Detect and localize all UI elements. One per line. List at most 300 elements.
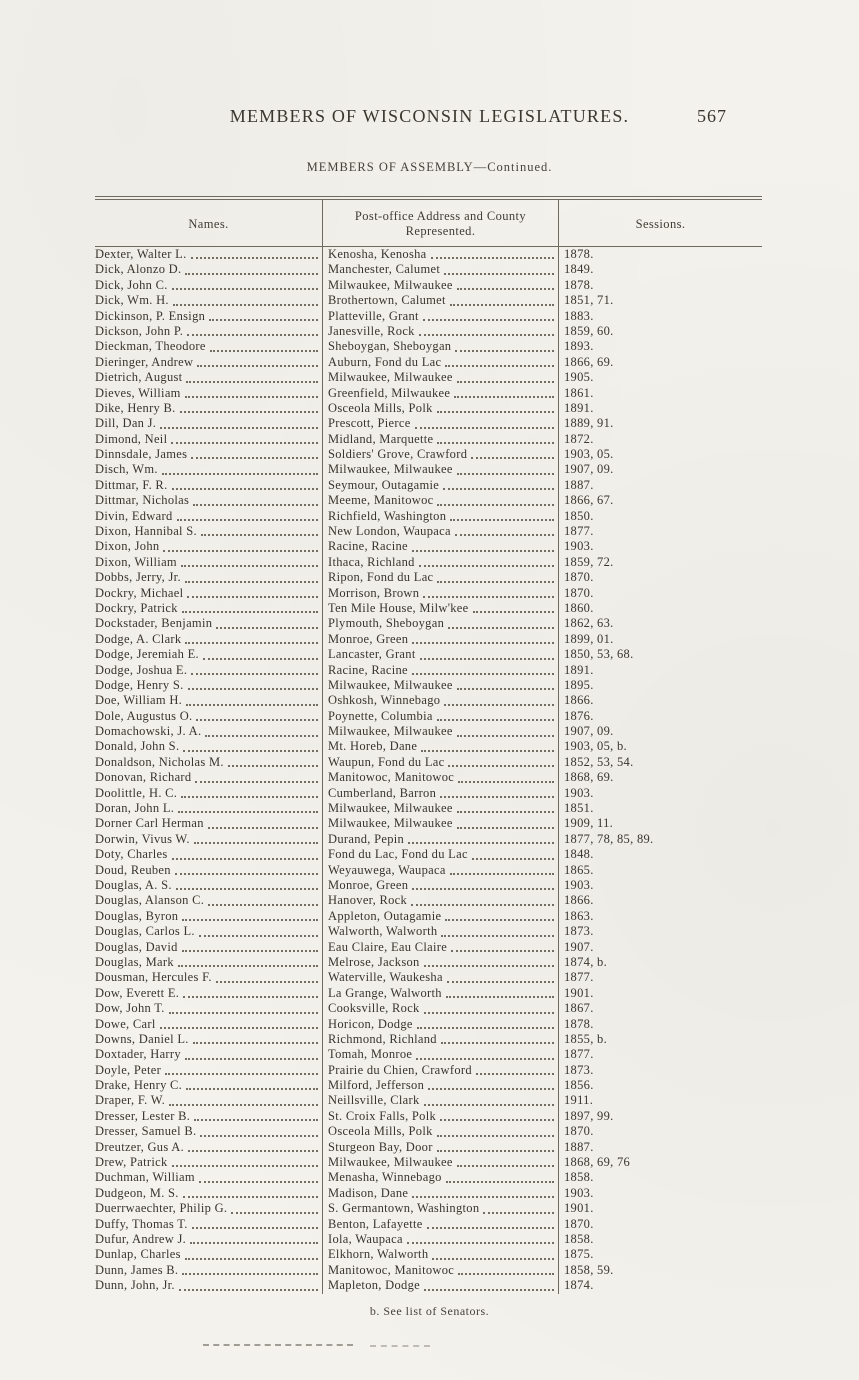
member-name: Dick, Alonzo D.	[95, 262, 182, 277]
table-row	[95, 1140, 762, 1155]
member-address: Milwaukee, Milwaukee	[328, 816, 453, 831]
member-sessions: 1872.	[564, 431, 594, 446]
table-row	[95, 909, 762, 924]
dot-leader	[162, 473, 318, 475]
dot-leader	[194, 842, 318, 844]
dot-leader	[457, 473, 554, 475]
member-name: Dow, John T.	[95, 1001, 165, 1016]
table-row	[95, 478, 762, 493]
dot-leader	[448, 627, 554, 629]
member-address-cell	[323, 478, 559, 493]
table-row	[95, 724, 762, 739]
table-row	[95, 1032, 762, 1047]
member-sessions-cell	[559, 601, 762, 616]
table-row	[95, 247, 762, 262]
table-row	[95, 1063, 762, 1078]
dot-leader	[457, 381, 554, 383]
member-address: Madison, Dane	[328, 1185, 409, 1200]
dot-leader	[186, 381, 318, 383]
member-sessions-cell	[559, 278, 762, 293]
member-sessions: 1905.	[564, 370, 594, 385]
member-name: Dodge, Joshua E.	[95, 662, 188, 677]
table-row	[95, 1155, 762, 1170]
table-row	[95, 1201, 762, 1216]
dot-leader	[408, 842, 554, 844]
member-name-cell	[95, 924, 323, 939]
section-subtitle: MEMBERS OF ASSEMBLY—Continued.	[306, 160, 553, 174]
member-sessions-cell	[559, 1109, 762, 1124]
member-name-cell	[95, 370, 323, 385]
member-address: Seymour, Outagamie	[328, 477, 440, 492]
member-address-cell	[323, 786, 559, 801]
member-sessions-cell	[559, 863, 762, 878]
dot-leader	[419, 334, 554, 336]
scan-artifact-line	[203, 1344, 353, 1346]
dot-leader	[473, 611, 555, 613]
dot-leader	[192, 1227, 318, 1229]
member-address-cell	[323, 432, 559, 447]
member-sessions: 1877, 78, 85, 89.	[564, 831, 654, 846]
member-sessions: 1907.	[564, 939, 594, 954]
member-sessions: 1861.	[564, 385, 594, 400]
dot-leader	[186, 1088, 318, 1090]
member-address-cell	[323, 339, 559, 354]
member-sessions-cell	[559, 770, 762, 785]
member-address-cell	[323, 1263, 559, 1278]
member-sessions-cell	[559, 632, 762, 647]
member-sessions: 1903.	[564, 1185, 594, 1200]
table-row	[95, 1217, 762, 1232]
member-name-cell	[95, 432, 323, 447]
member-sessions-cell	[559, 1001, 762, 1016]
member-name: Dunlap, Charles	[95, 1247, 181, 1262]
table-row	[95, 555, 762, 570]
dot-leader	[411, 904, 554, 906]
member-name-cell	[95, 586, 323, 601]
member-sessions-cell	[559, 462, 762, 477]
table-row	[95, 755, 762, 770]
dot-leader	[412, 888, 554, 890]
dot-leader	[457, 288, 554, 290]
dot-leader	[437, 504, 554, 506]
dot-leader	[440, 1119, 554, 1121]
member-name-cell	[95, 493, 323, 508]
table-row	[95, 616, 762, 631]
member-address-cell	[323, 601, 559, 616]
member-name-cell	[95, 416, 323, 431]
dot-leader	[450, 519, 554, 521]
dot-leader	[160, 1027, 318, 1029]
member-address-cell	[323, 493, 559, 508]
dot-leader	[423, 319, 554, 321]
dot-leader	[205, 735, 318, 737]
member-address-cell	[323, 1001, 559, 1016]
member-sessions-cell	[559, 1232, 762, 1247]
member-sessions: 1901.	[564, 1201, 594, 1216]
member-address: Soldiers' Grove, Crawford	[328, 447, 468, 462]
member-sessions: 1909, 11.	[564, 816, 614, 831]
member-name-cell	[95, 786, 323, 801]
table-row	[95, 493, 762, 508]
member-name-cell	[95, 1001, 323, 1016]
table-row	[95, 447, 762, 462]
member-address-cell	[323, 678, 559, 693]
member-name: Dick, John C.	[95, 277, 168, 292]
member-sessions-cell	[559, 1263, 762, 1278]
member-address: Weyauwega, Waupaca	[328, 862, 446, 877]
dot-leader	[182, 611, 318, 613]
member-sessions: 1848.	[564, 847, 594, 862]
member-sessions-cell	[559, 1093, 762, 1108]
dot-leader	[432, 1258, 554, 1260]
member-address: Midland, Marquette	[328, 431, 434, 446]
member-name: Dole, Augustus O.	[95, 708, 193, 723]
member-address-cell	[323, 1063, 559, 1078]
table-row	[95, 339, 762, 354]
dot-leader	[231, 1212, 318, 1214]
dot-leader	[448, 765, 554, 767]
member-sessions: 1887.	[564, 1139, 594, 1154]
member-sessions: 1901.	[564, 985, 594, 1000]
member-sessions: 1852, 53, 54.	[564, 754, 634, 769]
member-address-cell	[323, 709, 559, 724]
member-sessions: 1903, 05.	[564, 447, 614, 462]
member-address: Appleton, Outagamie	[328, 908, 442, 923]
member-sessions-cell	[559, 955, 762, 970]
member-address-cell	[323, 1278, 559, 1293]
member-address: New London, Waupaca	[328, 524, 451, 539]
member-address-cell	[323, 1032, 559, 1047]
table-row	[95, 786, 762, 801]
member-name-cell	[95, 355, 323, 370]
dot-leader	[191, 457, 318, 459]
member-sessions-cell	[559, 416, 762, 431]
member-name-cell	[95, 539, 323, 554]
member-name-cell	[95, 247, 323, 262]
table-row	[95, 386, 762, 401]
member-sessions-cell	[559, 724, 762, 739]
member-address: Milwaukee, Milwaukee	[328, 462, 453, 477]
member-name: Douglas, David	[95, 939, 178, 954]
member-address-cell	[323, 262, 559, 277]
member-sessions-cell	[559, 1047, 762, 1062]
member-sessions: 1862, 63.	[564, 616, 614, 631]
member-address: Richfield, Washington	[328, 508, 447, 523]
member-address: Benton, Lafayette	[328, 1216, 423, 1231]
member-address: Oshkosh, Winnebago	[328, 693, 441, 708]
dot-leader	[428, 1088, 554, 1090]
member-name: Douglas, A. S.	[95, 878, 172, 892]
member-address: S. Germantown, Washington	[328, 1201, 480, 1216]
member-address: Plymouth, Sheboygan	[328, 616, 445, 631]
member-sessions: 1907, 09.	[564, 462, 614, 477]
member-sessions-cell	[559, 816, 762, 831]
member-address-cell	[323, 401, 559, 416]
dot-leader	[193, 1042, 318, 1044]
member-address: Sturgeon Bay, Door	[328, 1139, 433, 1154]
member-address: Monroe, Green	[328, 631, 409, 646]
member-address-cell	[323, 616, 559, 631]
dot-leader	[210, 350, 318, 352]
member-name: Douglas, Carlos L.	[95, 924, 195, 939]
dot-leader	[195, 781, 318, 783]
dot-leader	[182, 950, 318, 952]
member-name: Dudgeon, M. S.	[95, 1185, 179, 1200]
member-sessions-cell	[559, 570, 762, 585]
member-name-cell	[95, 555, 323, 570]
dot-leader	[457, 688, 554, 690]
member-name-cell	[95, 524, 323, 539]
table-header-row	[95, 200, 762, 247]
member-address: Manitowoc, Manitowoc	[328, 1262, 455, 1277]
member-address-cell	[323, 863, 559, 878]
member-sessions: 1850, 53, 68.	[564, 647, 634, 662]
member-address: Racine, Racine	[328, 662, 408, 677]
member-address-cell	[323, 1093, 559, 1108]
footnote: b. See list of Senators.	[369, 1303, 490, 1318]
member-name: Dimond, Neil	[95, 431, 168, 446]
member-name: Dufur, Andrew J.	[95, 1232, 187, 1246]
member-address-cell	[323, 909, 559, 924]
member-name-cell	[95, 724, 323, 739]
table-row	[95, 878, 762, 893]
member-sessions: 1858, 59.	[564, 1262, 614, 1277]
dot-leader	[424, 965, 554, 967]
member-address: Melrose, Jackson	[328, 954, 420, 969]
dot-leader	[471, 457, 554, 459]
member-sessions-cell	[559, 262, 762, 277]
member-address: Waterville, Waukesha	[328, 970, 443, 985]
member-sessions-cell	[559, 878, 762, 893]
dot-leader	[183, 1196, 318, 1198]
member-sessions-cell	[559, 647, 762, 662]
table-row	[95, 524, 762, 539]
member-name-cell	[95, 801, 323, 816]
dot-leader	[455, 534, 554, 536]
member-sessions-cell	[559, 1140, 762, 1155]
member-address-cell	[323, 878, 559, 893]
member-sessions: 1856.	[564, 1078, 594, 1093]
dot-leader	[185, 581, 318, 583]
member-name: Domachowski, J. A.	[95, 724, 202, 739]
dot-leader	[216, 627, 318, 629]
dot-leader	[185, 1258, 318, 1260]
member-name: Dunn, John, Jr.	[95, 1278, 175, 1293]
dot-leader	[197, 365, 318, 367]
dot-leader	[412, 673, 554, 675]
member-name: Divin, Edward	[95, 508, 173, 523]
member-name: Dick, Wm. H.	[95, 293, 169, 308]
member-sessions-cell	[559, 1078, 762, 1093]
table-row	[95, 401, 762, 416]
member-sessions: 1870.	[564, 1216, 594, 1231]
table-row	[95, 1017, 762, 1032]
member-address: Ithaca, Richland	[328, 554, 415, 569]
member-address: St. Croix Falls, Polk	[328, 1108, 437, 1123]
table-row	[95, 1278, 762, 1293]
member-sessions: 1858.	[564, 1232, 594, 1246]
dot-leader	[412, 642, 554, 644]
member-name-cell	[95, 1155, 323, 1170]
member-address-cell	[323, 1124, 559, 1139]
member-address-cell	[323, 586, 559, 601]
member-address-cell	[323, 309, 559, 324]
member-name-cell	[95, 509, 323, 524]
member-address: Milwaukee, Milwaukee	[328, 370, 453, 385]
table-row	[95, 262, 762, 277]
member-sessions: 1889, 91.	[564, 416, 614, 431]
dot-leader	[188, 688, 318, 690]
member-name: Dinnsdale, James	[95, 447, 188, 462]
dot-leader	[181, 565, 318, 567]
member-sessions: 1866, 67.	[564, 493, 614, 508]
member-sessions-cell	[559, 1124, 762, 1139]
member-sessions-cell	[559, 355, 762, 370]
dot-leader	[424, 1104, 555, 1106]
member-name: Draper, F. W.	[95, 1093, 166, 1108]
table-row	[95, 632, 762, 647]
member-sessions: 1870.	[564, 585, 594, 600]
member-address-cell	[323, 1017, 559, 1032]
member-name: Doyle, Peter	[95, 1062, 162, 1077]
table-row	[95, 647, 762, 662]
member-name: Dittmar, F. R.	[95, 477, 168, 492]
member-name-cell	[95, 324, 323, 339]
member-address-cell	[323, 1201, 559, 1216]
dot-leader	[179, 1289, 318, 1291]
member-address-cell	[323, 1247, 559, 1262]
table-row	[95, 1078, 762, 1093]
table-row	[95, 1124, 762, 1139]
scan-artifact-line	[370, 1345, 430, 1347]
member-sessions-cell	[559, 801, 762, 816]
dot-leader	[203, 658, 318, 660]
member-sessions-cell	[559, 1063, 762, 1078]
member-name-cell	[95, 632, 323, 647]
member-sessions: 1863.	[564, 908, 594, 923]
table-row	[95, 293, 762, 308]
member-address: Tomah, Monroe	[328, 1047, 413, 1062]
member-address: Cumberland, Barron	[328, 785, 437, 800]
member-address: Milwaukee, Milwaukee	[328, 1155, 453, 1170]
member-address: Sheboygan, Sheboygan	[328, 339, 452, 354]
dot-leader	[476, 1073, 554, 1075]
member-sessions-cell	[559, 1247, 762, 1262]
member-name: Dixon, John	[95, 539, 160, 554]
dot-leader	[419, 565, 554, 567]
dot-leader	[437, 442, 554, 444]
dot-leader	[458, 781, 554, 783]
member-name-cell	[95, 1263, 323, 1278]
dot-leader	[416, 1058, 554, 1060]
table-row	[95, 462, 762, 477]
dot-leader	[185, 642, 318, 644]
member-name-cell	[95, 1032, 323, 1047]
dot-leader	[457, 735, 554, 737]
member-name-cell	[95, 1109, 323, 1124]
member-address: Milwaukee, Milwaukee	[328, 724, 453, 739]
dot-leader	[172, 288, 318, 290]
dot-leader	[458, 1273, 554, 1275]
member-sessions-cell	[559, 678, 762, 693]
member-address-cell	[323, 693, 559, 708]
table-row	[95, 1093, 762, 1108]
member-address: Osceola Mills, Polk	[328, 1124, 433, 1139]
member-name: Duchman, William	[95, 1170, 195, 1185]
member-sessions-cell	[559, 432, 762, 447]
column-header-names: Names.	[95, 200, 323, 246]
member-address: Brothertown, Calumet	[328, 293, 446, 308]
dot-leader	[457, 811, 554, 813]
table-row	[95, 801, 762, 816]
member-name-cell	[95, 262, 323, 277]
member-name-cell	[95, 616, 323, 631]
member-address: Milford, Jefferson	[328, 1078, 425, 1093]
table-row	[95, 324, 762, 339]
member-name-cell	[95, 955, 323, 970]
member-name: Doran, John L.	[95, 801, 175, 816]
member-sessions: 1875.	[564, 1247, 594, 1262]
member-address: Hanover, Rock	[328, 893, 408, 908]
table-row	[95, 893, 762, 908]
table-row	[95, 370, 762, 385]
member-sessions: 1878.	[564, 1016, 594, 1031]
member-address: Horicon, Dodge	[328, 1016, 413, 1031]
member-address-cell	[323, 1047, 559, 1062]
member-name-cell	[95, 740, 323, 755]
member-sessions-cell	[559, 1032, 762, 1047]
member-sessions-cell	[559, 693, 762, 708]
member-name: Dodge, Henry S.	[95, 677, 184, 692]
member-name-cell	[95, 1232, 323, 1247]
table-row	[95, 278, 762, 293]
member-name: Donald, John S.	[95, 739, 180, 754]
member-sessions: 1850.	[564, 508, 594, 523]
member-address: Manchester, Calumet	[328, 262, 441, 277]
member-name: Duerrwaechter, Philip G.	[95, 1201, 228, 1216]
dot-leader	[420, 658, 554, 660]
member-name-cell	[95, 755, 323, 770]
member-address-cell	[323, 663, 559, 678]
member-address: Prescott, Pierce	[328, 416, 411, 431]
member-sessions-cell	[559, 339, 762, 354]
member-sessions: 1870.	[564, 570, 594, 585]
member-name-cell	[95, 447, 323, 462]
member-name-cell	[95, 770, 323, 785]
member-sessions: 1860.	[564, 600, 594, 615]
dot-leader	[431, 257, 554, 259]
dot-leader	[440, 796, 554, 798]
dot-leader	[444, 704, 554, 706]
dot-leader	[180, 411, 318, 413]
dot-leader	[437, 1135, 554, 1137]
member-name-cell	[95, 709, 323, 724]
member-name-cell	[95, 1124, 323, 1139]
member-name: Dockstader, Benjamin	[95, 616, 213, 631]
member-name-cell	[95, 1063, 323, 1078]
members-table	[95, 196, 762, 1294]
dot-leader	[228, 765, 318, 767]
member-sessions: 1851.	[564, 801, 594, 816]
member-address-cell	[323, 632, 559, 647]
dot-leader	[423, 596, 554, 598]
dot-leader	[441, 1042, 554, 1044]
member-address-cell	[323, 755, 559, 770]
page-number: 567	[697, 106, 727, 126]
dot-leader	[444, 273, 554, 275]
member-sessions-cell	[559, 755, 762, 770]
member-sessions-cell	[559, 401, 762, 416]
